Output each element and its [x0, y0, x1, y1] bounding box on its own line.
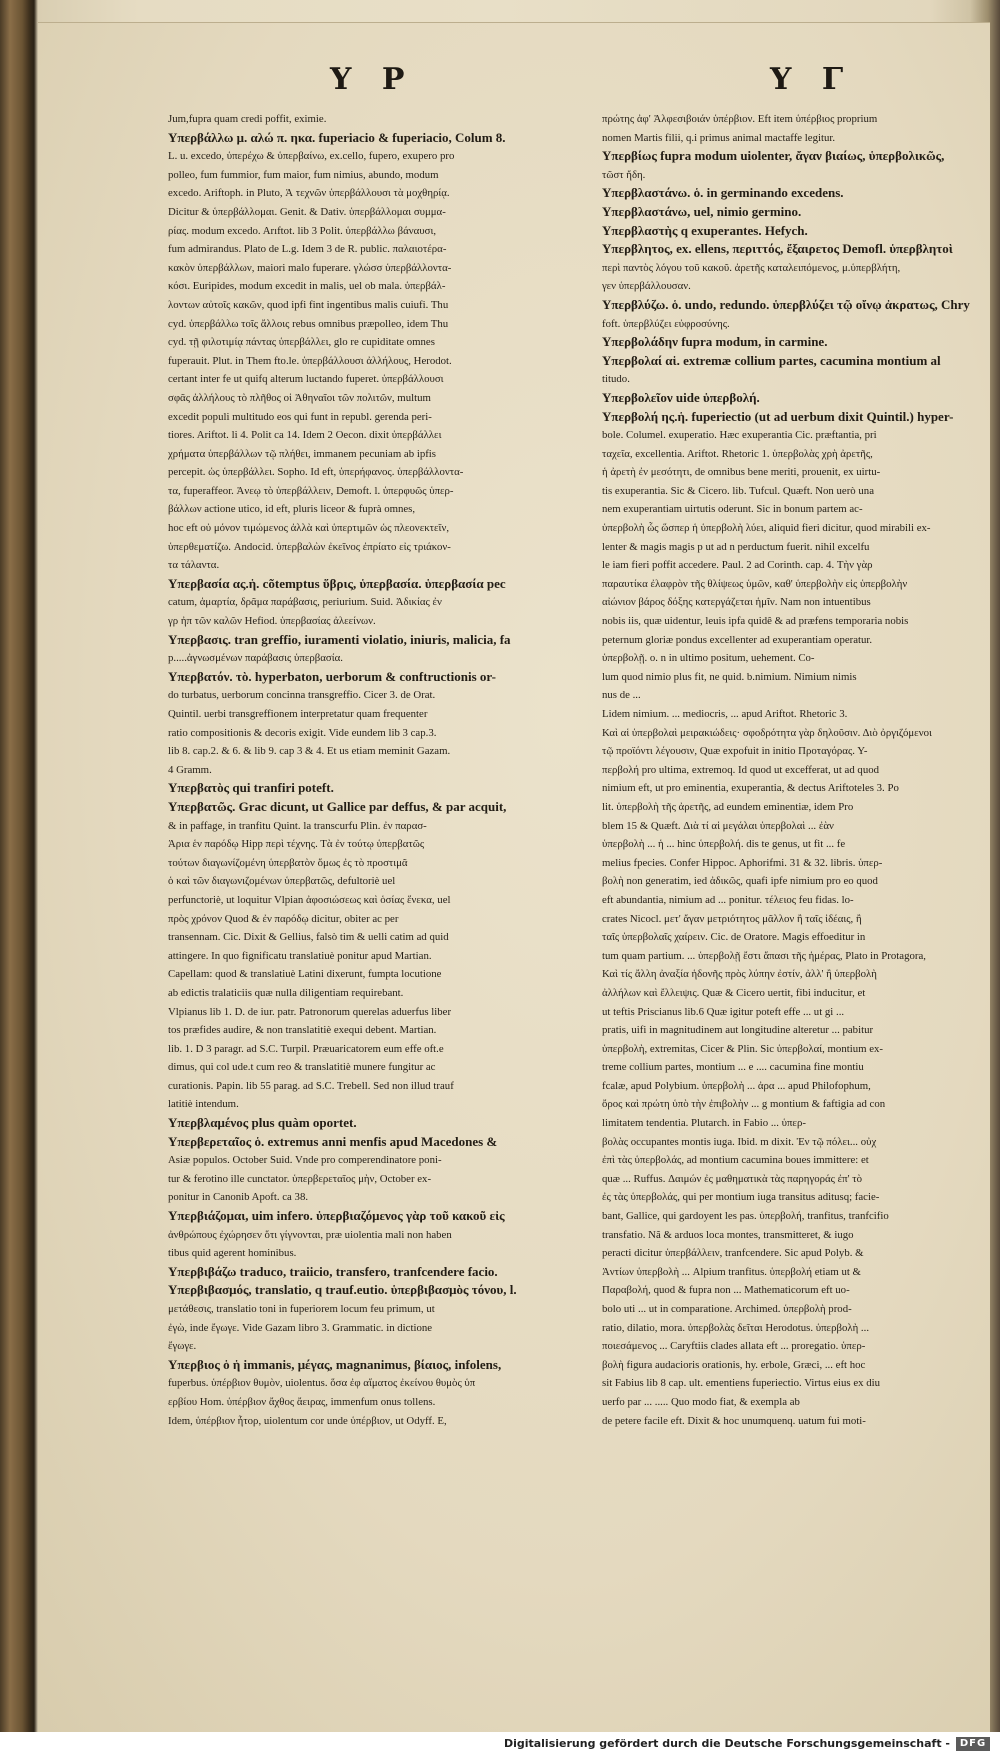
text-line: fuperauit. Plut. in Them fto.le. ὑπερβάλλουσι ἀλλήλους, Herodot.: [168, 354, 452, 367]
text-line: blem 15 & Quæft. Διὰ τί αἱ μεγάλαι ὑπερβολαὶ ... ἐὰν: [602, 819, 834, 832]
text-line: certant inter fe ut quifq alterum luctando fuperet. ὑπερβάλλουσι: [168, 373, 444, 386]
text-line: Υπερβίως fupra modum uiolenter, ἄγαν βιαίως, ὑπερβολικῶς,: [602, 148, 945, 164]
text-line: βολὰς occupantes montis iuga. Ibid. m dixit. Ἐν τῷ πόλει... οὐχ: [602, 1135, 877, 1148]
text-line: γεν ὑπερβάλλουσαν.: [602, 280, 691, 293]
text-line: Υπερβάλλω μ. αλώ π. ηκα. fuperiacio & fuperiacio, Colum 8.: [168, 129, 506, 145]
text-line: Ἀρια ἑν παρόδῳ Hipp περὶ τέχνης. Τὰ ἐν τούτῳ ὑπερβατῶς: [168, 838, 425, 851]
text-line: ὑπερβολὴ ... ἡ ... hinc ὑπερβολή. dis te genus, ut fit ... fe: [602, 838, 846, 851]
text-line: eft abundantia, nimium ad ... ponitur. τέλειος feu fidas. lo-: [602, 893, 854, 906]
text-line: αἰώνιον βάρος δόξης κατεργάζεται ἡμῖν. Nam non intuentibus: [602, 596, 871, 609]
text-line: Dicitur & ὑπερβάλλομαι. Genit. & Dativ. ὑπερβάλλομαι συμμα-: [168, 205, 446, 218]
text-line: παραυτίκα ἐλαφρὸν τῆς θλίψεως ὑμῶν, καθ' ὑπερβολὴν εἰς ὑπερβολὴν: [602, 577, 908, 590]
text-line: Υπερβατόν. τὸ. hyperbaton, uerborum & conftructionis or-: [168, 668, 497, 684]
text-line: pratis, uifi in magnitudinem aut longitudine alteretur ... pabitur: [602, 1024, 874, 1037]
text-line: ἐπὶ τὰς ὑπερβολάς, ad montium cacumina boues immittere: et: [602, 1154, 869, 1167]
text-line: nobis iis, quæ uidentur, leuis ipfa quidê & ad præfens temporaria nobis: [602, 615, 909, 628]
text-line: Capellam: quod & translatiuè Latini dixerunt, fumpta locutione: [168, 968, 442, 981]
text-line: dimus, qui col ude.t cum reo & translatitiè munere fungitur ac: [168, 1061, 436, 1074]
text-line: fcalæ, apud Polybium. ὑπερβολὴ ... ἀρα ... apud Philofophum,: [602, 1079, 871, 1092]
text-line: Υπερβλαστὴς q exuperantes. Hefych.: [602, 222, 808, 238]
text-line: quæ ... Ruffus. Δαιμών ἐς μαθηματικὰ τὰς παρηγοράς ἐπ' τὸ: [602, 1172, 862, 1185]
footer-credit-text: Digitalisierung gefördert durch die Deutsche Forschungsgemeinschaft -: [503, 1737, 950, 1750]
text-line: excedo. Ariftoph. in Pluto, Ἀ τεχνῶν ὑπερβάλλουσι τὰ μοχθηρίᾳ.: [168, 187, 450, 200]
text-line: Υπερβλύζω. ὁ. undo, redundo. ὑπερβλύζει τῷ οἴνῳ ἀκρατως, Chry: [602, 296, 970, 312]
text-line: Υπερβατὸς qui tranfiri poteft.: [168, 780, 334, 796]
text-line: ἐγὼ, inde ἔγωγε. Vide Gazam libro 3. Grammatic. in dictione: [168, 1321, 433, 1334]
text-line: Υπερβατῶς. Grac dicunt, ut Gallice par deffus, & par acquit,: [168, 798, 507, 814]
text-line: nomen Martis filii, q.i primus animal mactaffe legitur.: [602, 131, 836, 144]
text-line: βολὴ non generatim, ied ἀδικῶς, quafi ipfe nimium pro eo quod: [602, 875, 878, 888]
text-line: curationis. Papin. lib 55 parag. ad S.C. Trebell. Sed non illud trauf: [168, 1079, 454, 1092]
text-line: Ἀντίων ὑπερβολὴ ... Alpium tranfitus. ὑπερβολή etiam ut &: [602, 1265, 861, 1278]
text-line: foft. ὑπερβλύζει εὐφροσύνης.: [602, 317, 730, 330]
text-line: ταῖς ὑπερβολαῖς χαίρειν. Cic. de Oratore. Magis effoeditur in: [602, 931, 866, 944]
text-line: lum quod nimio plus fit, ne quid. b.nimium. Nimium nimis: [602, 670, 857, 683]
text-line: ερβίου Hom. ὑπέρβιον ἄχθος ἄειρας, immenfum onus tollens.: [168, 1395, 436, 1408]
text-line: tis exuperantia. Sic & Cicero. lib. Tufcul. Quæft. Non uerò una: [602, 484, 874, 497]
right-column: [602, 110, 980, 1430]
text-line: Υπερβολάδην fupra modum, in carmine.: [602, 334, 828, 350]
text-line: p.....ἀγνωσμένων παράβασις ὑπερβασία.: [168, 652, 343, 665]
text-line: tur & ferotino ille cunctator. ὑπερβερεταῖος μὴν, October ex-: [168, 1172, 432, 1185]
text-line: peracti dicitur ὑπερβάλλειν, tranfcendere. Sic apud Polyb. &: [602, 1247, 864, 1260]
text-line: hoc eft οὐ μόνον τιμώμενος ἀλλὰ καὶ ὑπερτιμῶν ὡς πλεονεκτεῖν,: [168, 522, 450, 535]
text-line: cyd. ὑπερβάλλω τοῖς ἄλλοις rebus omnibus præpolleo, idem Thu: [168, 317, 449, 330]
text-line: ποιεσάμενος ... Caryftiis clades allata eft ... proregatio. ὑπερ-: [602, 1340, 866, 1353]
text-line: τῶστ ἤδη.: [602, 168, 646, 181]
text-line: & in paffage, in tranfitu Quint. la transcurfu Plin. ἐν παρασ-: [168, 819, 427, 832]
text-line: Υπερβλαμένος plus quàm oportet.: [168, 1115, 357, 1131]
text-line: catum, ἁμαρτία, δρᾶμα παράβασις, periurium. Suid. Ἀδικίας ἐν: [168, 596, 442, 609]
digitization-footer: [0, 1732, 1000, 1756]
text-line: ὑπερβολὴ, extremitas, Cicer & Plin. Sic ὑπερβολαί, montium ex-: [602, 1042, 884, 1055]
left-column: [168, 110, 520, 1430]
text-line: transfatio. Nã & arduos loca montes, transmitteret, & iugo: [602, 1228, 854, 1241]
text-line: lit. ὑπερβολὴ τῆς ἀρετῆς, ad eundem eminentiæ, idem Pro: [602, 800, 854, 813]
text-line: titudo.: [602, 373, 630, 386]
text-line: bolo uti ... ut in comparatione. Archimed. ὑπερβολὴ prod-: [602, 1303, 852, 1315]
text-line: περὶ παντὸς λόγου τοῦ κακοῦ. ἀρετῆς καταλειπόμενος, μ.ὑπερβλήτη,: [602, 261, 901, 274]
text-line: Υπερβλητος, ex. ellens, περιττός, ἔξαιρετος Demofl. ὑπερβλητοὶ: [602, 241, 953, 257]
text-line: nus de ...: [602, 689, 641, 702]
text-line: ρίας. modum excedo. Arıftot. lib 3 Polit. ὑπερβάλλω βάναυσι,: [168, 224, 437, 237]
text-line: de petere facile eft. Dixit & hoc unumquenq. uatum fui moti-: [602, 1414, 866, 1427]
text-line: Idem, ὑπέρβιον ἦτορ, uiolentum cor unde ὑπέρβιον, ut Odyff. E,: [168, 1414, 447, 1427]
text-line: περβολή pro ultima, extremoq. Id quod ut excefferat, ut ad quod: [602, 763, 880, 776]
text-line: Υπερβιος ὁ ἡ immanis, μέγας, magnanimus, βίαιος, infolens,: [168, 1356, 502, 1372]
text-line: σφᾶς ἀλλήλους τὸ πλῆθος οἱ Ἀθηναῖοι τῶν πολιτῶν, multum: [168, 391, 431, 404]
text-line: μετάθεσις, translatio toni in fuperiorem locum feu primum, ut: [168, 1303, 435, 1315]
text-line: lib 8. cap.2. & 6. & lib 9. cap 3 & 4. Et us etiam meminit Gazam.: [168, 745, 451, 758]
text-line: bole. Columel. exuperatio. Hæc exuperantia Cic. præftantia, pri: [602, 429, 877, 442]
text-line: Υπερβολή ης.ἡ. fuperiectio (ut ad uerbum dixit Quintil.) hyper-: [602, 408, 954, 424]
text-line: ἡ ἀρετὴ ἐν μεσότητι, de omnibus bene meriti, prouenit, ex uirtu-: [602, 466, 881, 479]
text-line: polleo, fum fummior, fum maior, fum nimius, abundo, modum: [168, 168, 439, 181]
text-line: Καὶ τίς ἄλλη ἀναξία ἡδονῆς πρὸς λύπην ἐστίν, ἀλλ' ἢ ὑπερβολὴ: [602, 968, 877, 981]
text-line: Υπερβιβάζω traduco, traiicio, transfero, tranfcendere facio.: [168, 1263, 498, 1279]
text-line: ἔγωγε.: [168, 1340, 197, 1353]
text-line: limitatem tendentia. Plutarch. in Fabio ... ὑπερ-: [602, 1117, 806, 1130]
text-line: melius fpecies. Confer Hippoc. Aphorifmi. 31 & 32. libris. ὑπερ-: [602, 856, 883, 869]
text-line: Παραβολή, quod & fupra non ... Mathematicorum eft uo-: [602, 1284, 850, 1297]
text-line: χρήματα ὑπερβάλλων τῷ πλήθει, immanem pecuniam ab ipfis: [168, 447, 437, 460]
text-line: τα, fuperaffeor. Ἀνεῳ τὸ ὑπερβάλλειν, Demoft. l. ὑπερφυῶς ὑπερ-: [168, 484, 454, 497]
text-line: nem exuperantiam uirtutis oderunt. Sic in bonum partem ac-: [602, 503, 863, 516]
text-line: ut teftis Priscianus lib.6 Quæ igitur poteft effe ... ut gi ...: [602, 1005, 845, 1018]
running-head-left: Υ Ρ: [330, 62, 415, 97]
text-line: perfunctoriè, ut loquitur Vlpian ἀφοσιώσεως καὶ ὁσίας ἕνεκα, uel: [168, 893, 451, 906]
text-line: Υπερβασις. tran greffio, iuramenti violatio, iniuris, malicia, fa: [168, 631, 511, 647]
text-line: ὑπερθεματίζω. Andocid. ὑπερβαλὼν ἐκεῖνος ἐπρίατο εἰς τριάκον-: [168, 540, 451, 553]
text-line: lenter & magis magis p ut ad n perductum fuerit. nihil excelfu: [602, 540, 870, 553]
text-line: κακὸν ὑπερβάλλων, maiori malo fuperare. γλώσσ ὑπερβάλλοντα-: [168, 261, 452, 274]
text-line: ταχεῖα, excellentia. Ariftot. Rhetoric 1. ὑπερβολὰς χρὴ ἀρετῆς,: [602, 447, 873, 460]
text-line: percepit. ὡς ὑπερβάλλει. Sopho. Id eft, ὑπερήφανος. ὑπερβάλλοντα-: [168, 466, 464, 479]
text-line: Υπερβολεῖον uide ὑπερβολή.: [602, 389, 760, 405]
text-line: do turbatus, uerborum concinna transgreffio. Cicer 3. de Orat.: [168, 689, 436, 702]
text-line: transennam. Cic. Dixit & Gellius, falsò tim & uelli catim ad quid: [168, 931, 449, 944]
text-line: Υπερβλαστάνω, uel, nimio germino.: [602, 203, 802, 219]
text-line: attingere. In quo fignificatu translatiuè ponitur apud Martian.: [168, 949, 432, 962]
text-line: ratio compositionis & decoris exigit. Vide eundem lib 3 cap.3.: [168, 726, 437, 739]
text-line: ὁ καὶ τῶν διαγωνιζομένων ὑπερβατῶς, defultoriè uel: [168, 875, 396, 888]
text-line: Υπερβλαστάνω. ὁ. in germinando excedens.: [602, 185, 844, 201]
text-line: τούτων διαγωνίζομένη ὑπερβατὸν ὅμως ἐς τὸ προστιμᾶ: [168, 856, 408, 869]
text-line: Υπερβολαί αἱ. extremæ collium partes, cacumina montium al: [602, 352, 941, 368]
dfg-logo: DFG: [956, 1737, 990, 1751]
text-line: tiores. Ariftot. li 4. Polit ca 14. Idem 2 Oecon. dixit ὑπερβάλλει: [168, 429, 442, 442]
text-line: tibus quid agerent hominibus.: [168, 1247, 297, 1260]
text-line: πρὸς χρόνον Quod & ἐν παρόδῳ dicitur, obiter ac per: [168, 912, 399, 925]
text-line: Υπερβιάζομαι, uim infero. ὑπερβιαζόμενος γὰρ τοῦ κακοῦ εἰς: [168, 1208, 505, 1224]
text-line: ἀλλήλων καὶ ἔλλειψις. Quæ & Cicero uertit, fibi inducitur, et: [602, 986, 866, 999]
column-gutter: [555, 90, 557, 1650]
text-line: ab edictis tralaticiis quæ nulla diligentiam requirebant.: [168, 986, 404, 999]
text-line: τῷ προϊόντι λέγουσιν, Quæ expofuit in initio Προταγόρας. Υ-: [602, 745, 868, 758]
text-line: sit Fabius lib 8 cap. ult. ementiens fuperiectio. Virtus eius ex diu: [602, 1377, 881, 1390]
text-line: Asiæ populos. October Suid. Vnde pro comperendinatore poni-: [168, 1154, 442, 1167]
text-line: treme collium partes, montium ... e .... cacumina fine montiu: [602, 1061, 864, 1074]
text-line: crates Nicocl. μετ' ἄγαν μετριότητος μᾶλλον ἢ ταῖς ἰδέαις, ἢ: [602, 912, 862, 925]
text-line: ἀνθρώπους ἐχώρησεν ὅτι γίγνονται, præ uiolentia mali non haben: [168, 1228, 452, 1241]
text-line: lib. 1. D 3 paragr. ad S.C. Turpil. Præuaricatorem eum effe oft.e: [168, 1042, 444, 1055]
text-line: L. u. excedo, ὑπερέχω & ὑπερβαίνω, ex.cello, fupero, exupero pro: [168, 150, 455, 163]
text-line: βολὴ figura audacioris orationis, hy. erbole, Græci, ... eft hoc: [602, 1358, 866, 1371]
text-line: ἐς τὰς ὑπερβολάς, qui per montium iuga transitus aditusq; facie-: [602, 1191, 880, 1204]
text-line: Υπερβερεταῖος ὁ. extremus anni menfis apud Macedones &: [168, 1133, 498, 1149]
text-line: κόσι. Euripides, modum excedit in malis, uel ob mala. ὑπερβάλ-: [168, 280, 446, 293]
text-line: ὑπερβολὴ ὧς ὥσπερ ἡ ὑπερβολὴ λύει, aliquid fieri dicitur, quod mirabili ex-: [602, 522, 931, 535]
text-line: ὄρος καὶ πρώτη ὑπὸ τὴν ἐπιβολὴν ... g montium & faftigia ad con: [602, 1098, 886, 1111]
text-line: latitiè intendum.: [168, 1098, 239, 1111]
text-line: ὑπερβολῇ. o. n in ultimo positum, uehement. Co-: [602, 652, 815, 665]
text-line: γρ ἠπ τῶν καλῶν Hefiod. ὑπερβασίας ἀλεείνων.: [168, 615, 376, 628]
text-line: Jum,fupra quam credi poffit, eximie.: [168, 113, 327, 125]
text-line: nimium eft, ut pro eminentia, exuperantia, & dectus Ariftoteles 3. Po: [602, 782, 899, 795]
text-line: βάλλων actione utico, id eft, pluris liceor & fuprà omnes,: [168, 503, 416, 516]
text-line: excedit populi multitudo eos qui funt in republ. gerenda peri-: [168, 410, 432, 423]
text-line: Vlpianus lib 1. D. de iur. patr. Patronorum querelas aduerfus liber: [168, 1005, 452, 1018]
text-line: Lidem nimium. ... mediocris, ... apud Ariftot. Rhetoric 3.: [602, 708, 848, 720]
text-line: Καὶ αἱ ὑπερβολαὶ μειρακιώδεις· σφοδρότητα γὰρ δηλοῦσιν. Διὸ ὀργιζόμενοι: [602, 726, 932, 739]
text-line: peternum gloriæ pondus excellenter ad exuperantiam operatur.: [602, 633, 873, 646]
text-line: Υπερβασία ας.ἡ. cõtemptus ὕβρις, ὑπερβασία. ὑπερβασία pec: [168, 575, 506, 591]
text-line: Quintil. uerbi transgreffionem interpretatur quam frequenter: [168, 708, 428, 720]
running-head-right: Υ Γ: [770, 62, 854, 97]
text-line: fum admirandus. Plato de L.g. Idem 3 de R. public. παλαιοτέρα-: [168, 243, 447, 256]
text-line: fuperbus. ὑπέρβιον θυμὸν, uiolentus. ὅσα ἐφ αἵματος ἐκείνου θυμὸς ὑπ: [168, 1377, 476, 1390]
text-line: τα τάλαντα.: [168, 559, 220, 572]
text-line: λοντων αὐτοῖς κακῶν, quod ipfi fint ingentibus malis cuiufi. Thu: [168, 298, 449, 311]
text-line: πρώτης ἀφ' Ἀλφεσιβοιάν ὑπέρβιον. Eft item ὑπέρβιος proprium: [602, 113, 878, 125]
text-line: ratio, dilatio, mora. ὑπερβολὰς δεῖται Herodotus. ὑπερβολὴ ...: [602, 1321, 870, 1334]
text-line: Υπερβιβασμός, translatio, q trauf.eutio. ὑπερβιβασμὸς τόνου, l.: [168, 1282, 517, 1298]
text-line: cyd. τῇ φιλοτιμίᾳ πάντας ὑπερβάλλει, glo re cupiditate omnes: [168, 336, 435, 349]
text-line: tum quam partium. ... ὑπερβολῇ ἔστι ἅπασι τῆς ἡμέρας, Plato in Protagora,: [602, 949, 926, 962]
text-line: le iam fieri poffit accedere. Paul. 2 ad Corinth. cap. 4. Τὴν γὰρ: [602, 559, 873, 572]
text-line: 4 Gramm.: [168, 763, 212, 776]
text-line: ponitur in Canonib Apoft. ca 38.: [168, 1191, 309, 1204]
text-line: bant, Gallice, qui gardoyent les pas. ὑπερβολή, tranfitus, tranfcifio: [602, 1210, 889, 1223]
text-line: uerfo par ... ..... Quo modo fiat, & exempla ab: [602, 1395, 800, 1408]
text-line: tos præfides audire, & non translatitiè exequi debent. Martian.: [168, 1024, 437, 1037]
